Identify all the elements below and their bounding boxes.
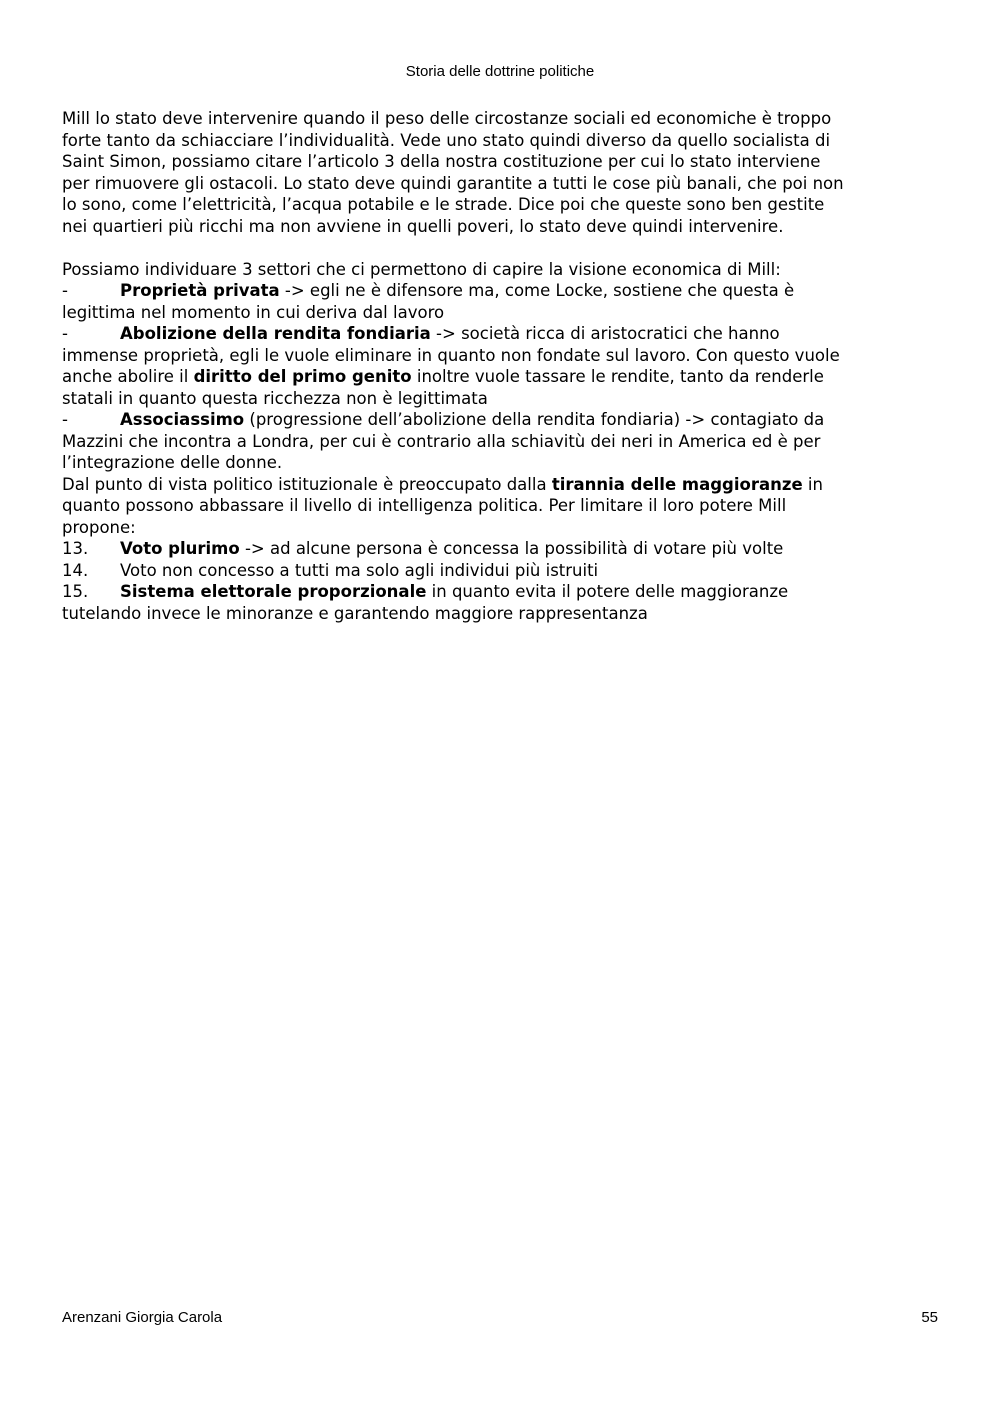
inline-text: in [802, 474, 823, 494]
inline-text: Voto non concesso a tutti ma solo agli individui più istruiti [120, 560, 599, 580]
bold-term: Abolizione della rendita fondiaria [120, 324, 431, 343]
paragraph-tirannia [62, 474, 942, 539]
list-number: 14. [62, 560, 89, 580]
bullet-item-proprieta-privata [62, 280, 942, 323]
text-line [62, 560, 942, 582]
bullet-item-rendita-fondiaria [62, 323, 942, 409]
footer-author: Arenzani Giorgia Carola [62, 1309, 223, 1326]
blank-line [62, 237, 942, 259]
page-header: Storia delle dottrine politiche [405, 63, 595, 80]
text-line: quanto possono abbassare il livello di intelligenza politica. Per limitare il loro potere Mill [62, 496, 787, 515]
inline-text: -> società ricca di aristocratici che hanno [430, 324, 780, 343]
page-body [62, 108, 942, 624]
text-line [62, 280, 942, 302]
list-number: 13. [62, 539, 89, 558]
text-line: Possiamo individuare 3 settori che ci permettono di capire la visione economica di Mill: [62, 259, 781, 279]
text-line [62, 409, 942, 431]
text-line: lo sono, come l’elettricità, l’acqua potabile e le strade. Dice poi che queste sono ben gestite [62, 195, 825, 214]
text-line: tutelando invece le minoranze e garantendo maggiore rappresentanza [62, 603, 648, 623]
text-line: per rimuovere gli ostacoli. Lo stato deve quindi garantite a tutti le cose più banali, che poi non [62, 173, 844, 193]
text-line: nei quartieri più ricchi ma non avviene in quelli poveri, lo stato deve quindi intervenire. [62, 216, 784, 236]
bold-term: Sistema elettorale proporzionale [120, 582, 427, 601]
inline-text: (progressione dell’abolizione della rendita fondiaria) -> contagiato da [244, 410, 825, 429]
inline-text: -> egli ne è difensore ma, come Locke, sostiene che questa è [279, 281, 795, 300]
text-line: Saint Simon, possiamo citare l’articolo 3 della nostra costituzione per cui lo stato interviene [62, 152, 821, 171]
inline-text: anche abolire il [62, 367, 194, 386]
bold-term: Voto plurimo [120, 539, 240, 558]
text-line: immense proprietà, egli le vuole eliminare in quanto non fondate sul lavoro. Con questo vuole [62, 345, 840, 365]
text-line [62, 538, 942, 560]
bold-term: tirannia delle maggioranze [551, 474, 803, 494]
inline-text: inoltre vuole tassare le rendite, tanto da renderle [411, 367, 824, 386]
bold-term: Proprietà privata [120, 281, 280, 300]
bold-term: Associassimo [120, 410, 245, 429]
inline-text: Dal punto di vista politico istituzionale è preoccupato dalla [62, 474, 552, 494]
list-number: 15. [62, 582, 89, 601]
text-line: statali in quanto questa ricchezza non è legittimata [62, 388, 488, 408]
numbered-item-15 [62, 581, 942, 624]
text-line [62, 366, 942, 388]
inline-text: -> ad alcune persona è concessa la possibilità di votare più volte [239, 539, 784, 558]
text-line: l’integrazione delle donne. [62, 453, 283, 472]
paragraph-state-intervention [62, 108, 942, 237]
text-line: forte tanto da schiacciare l’individualità. Vede uno stato quindi diverso da quello socialista di [62, 130, 831, 150]
page-number: 55 [921, 1309, 938, 1326]
bullet-item-associassimo [62, 409, 942, 474]
text-line [62, 323, 942, 345]
bullet-marker: - [62, 410, 68, 429]
bullet-marker: - [62, 324, 68, 343]
bold-term: diritto del primo genito [193, 367, 412, 386]
numbered-item-13 [62, 538, 942, 560]
text-line [62, 474, 942, 496]
bullet-marker: - [62, 281, 68, 300]
text-line [62, 581, 942, 603]
text-line: Mazzini che incontra a Londra, per cui è contrario alla schiavitù dei neri in America ed è per [62, 431, 821, 451]
text-line: Mill lo stato deve intervenire quando il peso delle circostanze sociali ed economiche è troppo [62, 109, 832, 128]
text-line: legittima nel momento in cui deriva dal lavoro [62, 302, 445, 322]
numbered-item-14 [62, 560, 942, 582]
inline-text: in quanto evita il potere delle maggioranze [426, 582, 789, 601]
text-line: propone: [62, 517, 136, 537]
